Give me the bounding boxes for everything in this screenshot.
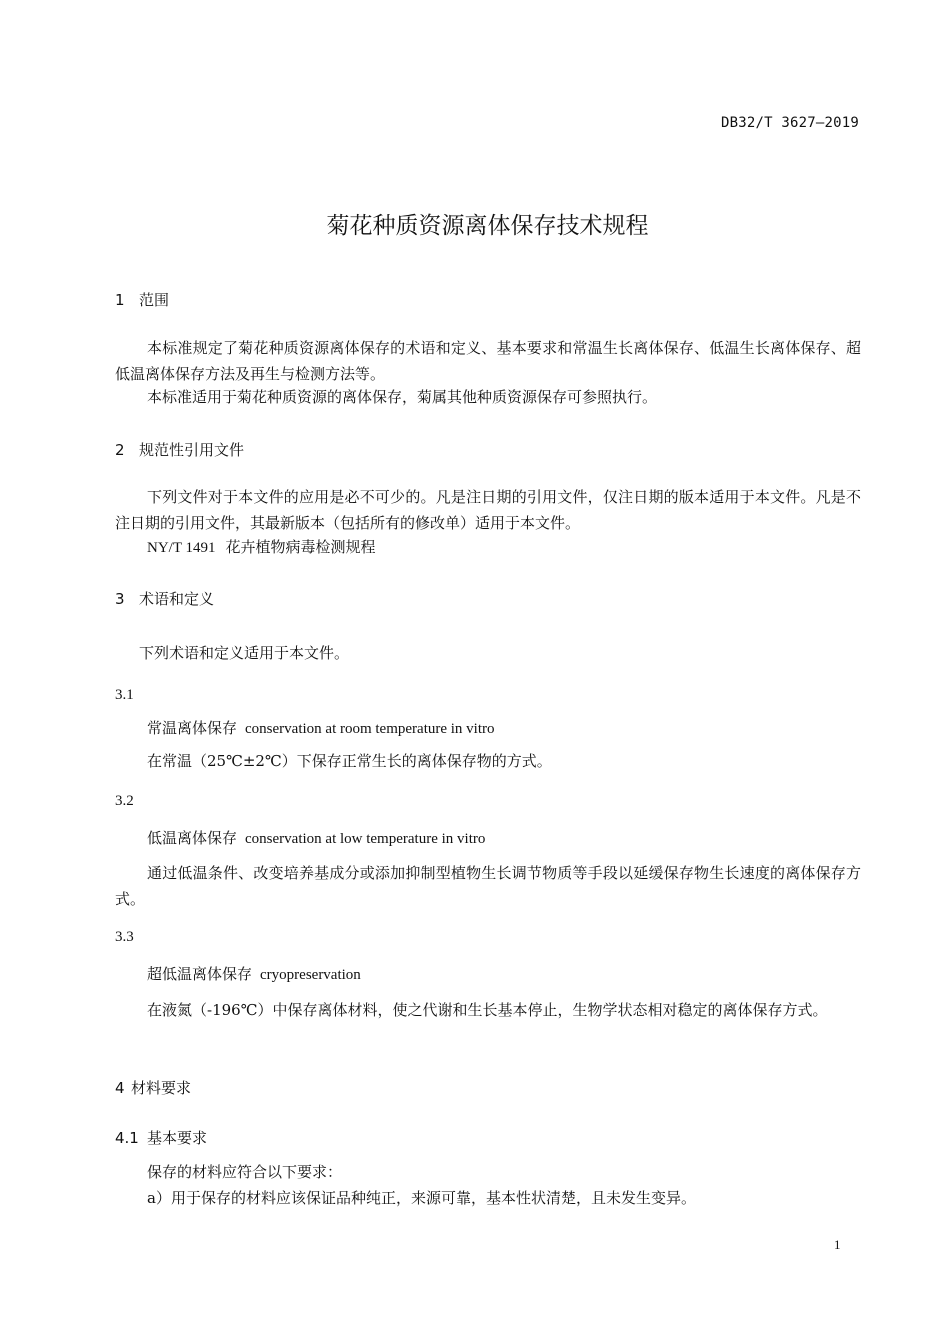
term-entry (147, 825, 485, 852)
section-1-paragraph-2: 本标准适用于菊花种质资源的离体保存，菊属其他种质资源保存可参照执行。 (147, 388, 658, 406)
term-chinese: 低温离体保存 (147, 829, 238, 847)
section-2-heading (115, 439, 244, 460)
term-english: cryopreservation (260, 967, 361, 983)
term-definition: 在液氮（-196℃）中保存离体材料，使之代谢和生长基本停止，生物学状态相对稳定的离体保存方式。 (147, 1001, 828, 1019)
reference-title: 花卉植物病毒检测规程 (225, 538, 376, 556)
reference-code: NY/T 1491 (147, 540, 216, 556)
term-number: 3.1 (115, 687, 134, 703)
section-number: 2 (115, 441, 125, 459)
term-chinese: 超低温离体保存 (147, 965, 253, 983)
subsection-title: 基本要求 (147, 1129, 208, 1147)
section-title: 术语和定义 (139, 590, 215, 608)
section-1-heading (115, 289, 169, 310)
section-1-paragraph-1: 本标准规定了菊花种质资源离体保存的术语和定义、基本要求和常温生长离体保存、低温生长离体保存、超低温离体保存方法及再生与检测方法等。 (115, 339, 861, 383)
term-number: 3.2 (115, 793, 134, 809)
normative-reference (147, 534, 376, 561)
section-title: 范围 (139, 291, 170, 309)
page-number: 1 (834, 1237, 841, 1252)
term-number: 3.3 (115, 929, 134, 945)
term-entry (147, 715, 495, 742)
subsection-4-1-heading (115, 1127, 207, 1148)
requirement-item-a: a）用于保存的材料应该保证品种纯正，来源可靠，基本性状清楚，且未发生变异。 (147, 1189, 696, 1207)
term-definition: 在常温（25℃±2℃）下保存正常生长的离体保存物的方式。 (147, 752, 552, 770)
section-number: 1 (115, 291, 125, 309)
subsection-4-1-intro: 保存的材料应符合以下要求： (147, 1163, 343, 1181)
term-definition: 通过低温条件、改变培养基成分或添加抑制型植物生长调节物质等手段以延缓保存物生长速度的离体保存方式。 (115, 864, 861, 908)
term-english: conservation at low temperature in vitro (245, 831, 486, 847)
subsection-number: 4.1 (115, 1129, 139, 1147)
document-title: 菊花种质资源离体保存技术规程 (326, 213, 649, 239)
section-number: 3 (115, 590, 125, 608)
section-2-paragraph-1: 下列文件对于本文件的应用是必不可少的。凡是注日期的引用文件，仅注日期的版本适用于本文件。凡是不注日期的引用文件，其最新版本（包括所有的修改单）适用于本文件。 (115, 488, 861, 532)
section-3-heading (115, 588, 214, 609)
section-title: 规范性引用文件 (139, 441, 245, 459)
standard-code: DB32/T 3627—2019 (720, 115, 859, 131)
section-3-intro: 下列术语和定义适用于本文件。 (139, 644, 350, 662)
section-title: 材料要求 (131, 1079, 192, 1097)
term-english: conservation at room temperature in vitro (245, 721, 495, 737)
term-chinese: 常温离体保存 (147, 719, 238, 737)
term-entry (147, 961, 361, 988)
section-number: 4 (115, 1079, 125, 1097)
section-4-heading (115, 1077, 191, 1098)
